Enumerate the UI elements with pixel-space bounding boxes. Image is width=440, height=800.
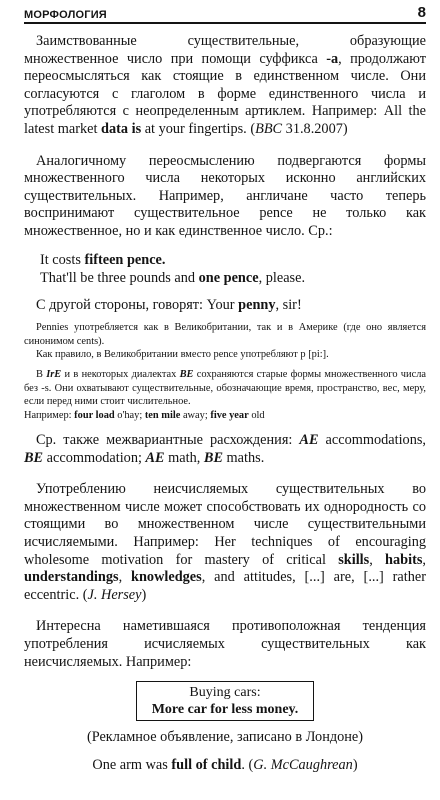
p1-text: Заимствованные существительные, образующие множественное число при помощи суффикса bbox=[24, 33, 426, 67]
p5c: , bbox=[369, 551, 386, 568]
p5j: ) bbox=[141, 586, 147, 603]
last-b: full of child bbox=[171, 757, 242, 774]
p5-knowledges: knowledges bbox=[131, 569, 202, 586]
example-pence bbox=[24, 251, 426, 287]
author-mccaughrean: G. McCaughrean bbox=[253, 757, 353, 774]
paragraph-penny bbox=[24, 297, 426, 315]
p4d: math, bbox=[164, 449, 204, 466]
n2-be: BE bbox=[179, 369, 194, 381]
p1-text3: at your fingertips. ( bbox=[141, 120, 256, 137]
paragraph-borrowed-nouns bbox=[24, 33, 426, 139]
note-dialects bbox=[24, 368, 426, 422]
p4-ae2: AE bbox=[145, 449, 165, 466]
example-line-2 bbox=[40, 269, 426, 287]
example-line-1 bbox=[40, 251, 426, 269]
p3a: С другой стороны, говорят: Your bbox=[36, 296, 239, 313]
p4a: Ср. также межвариантные расхождения: bbox=[36, 431, 300, 448]
ad-line-2 bbox=[141, 701, 309, 718]
p5-skills: skills bbox=[338, 551, 370, 568]
p4c: accommodation; bbox=[43, 449, 146, 466]
p5a: Употреблению неисчисляемых существительных во множественном числе может способствовать их однородность со стоящими во множественном числе существительными исчисляемыми. Например: Her techniques of encouraging wholesome motivation for mastery of critical bbox=[24, 481, 426, 568]
last-c: . ( bbox=[241, 757, 254, 774]
p5-understandings: understandings bbox=[24, 569, 119, 586]
p4-be2: BE bbox=[203, 449, 223, 466]
n2-ex3r: old bbox=[248, 409, 265, 421]
page-number: 8 bbox=[417, 4, 426, 21]
n2-ex2r: away; bbox=[180, 409, 211, 421]
p3-penny: penny bbox=[238, 296, 276, 313]
n2-ex1r: o'hay; bbox=[114, 409, 145, 421]
n2-ex1: four load bbox=[74, 409, 115, 421]
ex1-l1b: fifteen pence. bbox=[84, 251, 166, 268]
ex1-l1a: It costs bbox=[40, 251, 85, 268]
suffix-a: -a bbox=[326, 50, 339, 67]
n2e: сохраняются старые формы множественного числа без -s. Они охватывают существительные, обозначающие время, пространство, вес, меру, если перед ними стоит числительное. bbox=[24, 369, 426, 408]
n2-ex-label: Например: bbox=[24, 409, 75, 421]
advertisement-caption: (Рекламное объявление, записано в Лондоне) bbox=[86, 729, 364, 746]
last-a: One arm was bbox=[92, 757, 172, 774]
p1-text2: , продолжают переосмысляться как стоящие в единственном числе. Они согласуются с глаголом в форме единственного числа и употребляются с неопределенным артиклем. Например: All the latest market bbox=[24, 50, 426, 137]
ex1-l2b: one pence bbox=[198, 269, 259, 286]
p5g: , bbox=[118, 569, 132, 586]
p5-habits: habits bbox=[385, 551, 423, 568]
p4e: maths. bbox=[222, 449, 265, 466]
p4-be1: BE bbox=[24, 449, 44, 466]
source-date: 31.8.2007) bbox=[282, 120, 348, 137]
p5e: , bbox=[422, 551, 426, 568]
n2c: и в некоторых диалектах bbox=[61, 369, 180, 381]
p3c: , sir! bbox=[275, 296, 302, 313]
ad-line-1: Buying cars: bbox=[189, 685, 261, 701]
note-pennies bbox=[24, 321, 426, 361]
paragraph-opposite-tendency: Интересна наметившаяся противоположная тенденция употребления исчисляемых существительных как неисчисляемых. Например: bbox=[24, 618, 426, 670]
paragraph-variants bbox=[24, 432, 426, 467]
example-full-of-child bbox=[24, 756, 426, 774]
ex1-l2c: , please. bbox=[258, 269, 306, 286]
note-line-1: Pennies употребляется как в Великобритании, так и в Америке (где оно является синонимом cents). bbox=[24, 322, 426, 347]
paragraph-pence: Аналогичному переосмыслению подвергаются формы множественного числа некоторых исконно английских существительных. Например, англичане часто теперь воспринимают существительное pence не только как множественное, но и как единственное число. Ср.: bbox=[24, 152, 426, 239]
p4b: accommodations, bbox=[318, 431, 426, 448]
source-bbc: BBC bbox=[255, 120, 283, 137]
last-d: ) bbox=[352, 757, 358, 774]
advertisement-box bbox=[136, 681, 314, 721]
n2a: В bbox=[36, 369, 47, 381]
p1-bold-data-is: data is bbox=[101, 120, 142, 137]
section-title: МОРФОЛОГИЯ bbox=[24, 9, 107, 21]
ex1-l2a: That'll be three pounds and bbox=[40, 269, 199, 286]
paragraph-uncountable-plural bbox=[24, 481, 426, 604]
ad-line-2-text: More car for less money. bbox=[151, 702, 299, 718]
n2-ex3: five year bbox=[210, 409, 249, 421]
p4-ae1: AE bbox=[299, 431, 319, 448]
note-line-2: Как правило, в Великобритании вместо pence употребляют p [pi:]. bbox=[36, 348, 329, 360]
p5i: , and attitudes, [...] are, [...] rather eccentric. ( bbox=[24, 569, 426, 603]
page-header bbox=[24, 4, 426, 24]
n2-ex2: ten mile bbox=[144, 409, 181, 421]
n2-ire: IrE bbox=[46, 369, 62, 381]
author-hersey: J. Hersey bbox=[87, 586, 142, 603]
